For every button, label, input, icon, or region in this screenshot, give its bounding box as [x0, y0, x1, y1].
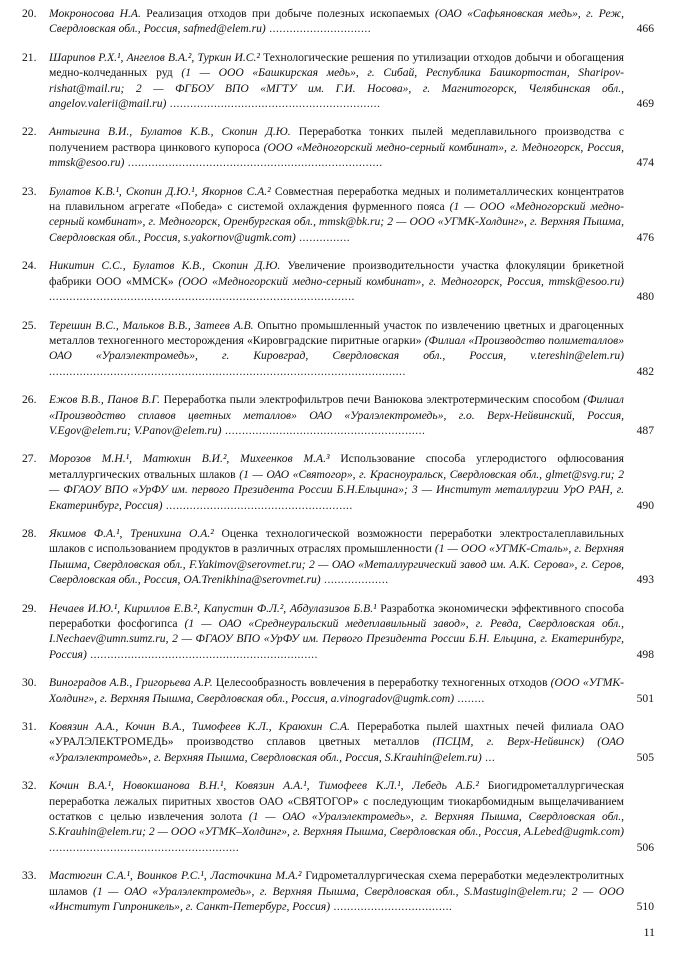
leader-dots: ...................................................................	[86, 647, 318, 661]
entry-page-number: 469	[636, 97, 654, 111]
entry-title: Технологические решения по утилизации отходов добычи и обогащения медно-колчеданных руд	[49, 50, 624, 80]
entry-authors: Ковязин А.А., Кочин В.А., Тимофеев К.Л., Краюхин С.А.	[49, 720, 350, 734]
entry-affiliation: (1 — ООО «Башкирская медь», г. Сибай, Республика Башкортостан, Sharipov-rishat@mail.ru; 2 — ФГБОУ ВПО «МГТУ им. Г.И. Носова», г. Магнитогорск, Челябинская обл., angelov.valerii@mail.ru)	[49, 66, 624, 111]
entry-authors: Терешин В.С., Мальков В.В., Затеев А.В.	[49, 318, 254, 332]
entry-affiliation: (ОАО «Сафьяновская медь», г. Реж, Свердловская обл., Россия, safmed@elem.ru)	[49, 7, 624, 36]
entry-authors: Виноградов А.В., Григорьева А.Р.	[49, 676, 213, 690]
entry-affiliation: (1 — ОАО «Святогор», г. Красноуральск, Свердловская обл., glmet@svg.ru; 2 — ФГАОУ ВПО «УрФУ им. первого Президента России Б.Н.Ельцина»; 3 — Институт металлургии УрО РАН, г. Екатеринбург, Россия)	[49, 467, 624, 512]
entry-number: 28.	[22, 526, 37, 540]
entry-page-number: 487	[636, 423, 654, 437]
entry-page-number: 493	[636, 573, 654, 587]
entry-page-number: 501	[636, 691, 654, 705]
entry-text	[49, 526, 624, 588]
entry-text	[49, 258, 624, 304]
entry-number: 31.	[22, 720, 37, 734]
entry-page-number: 498	[636, 647, 654, 661]
entry-affiliation: (ООО «Медногорский медно-серный комбинат», г. Медногорск, Россия, mmsk@esoo.ru)	[178, 274, 624, 288]
table-of-contents	[22, 6, 658, 928]
entry-number: 25.	[22, 318, 37, 332]
entry-text	[49, 675, 624, 706]
entry-affiliation: (1 — ООО «УГМК-Сталь», г. Верхняя Пышма, Свердловская обл., F.Yakimov@serovmet.ru; 2 — ОАО «Металлургический завод им. А.К. Серова», г. Серов, Свердловская обл., Россия, OA.Trenikhina@serovmet.ru)	[49, 542, 625, 587]
toc-entry[interactable]	[22, 124, 658, 170]
leader-dots: ........................................................	[49, 840, 240, 854]
leader-dots: ........	[454, 691, 485, 705]
entry-page-number: 474	[636, 156, 654, 170]
entry-page-number: 476	[636, 230, 654, 244]
entry-page-number: 506	[636, 840, 654, 854]
entry-affiliation: (ПСЦМ, г. Верх-Нейвинск) (ОАО «Уралэлектромедь», г. Верхняя Пышма, Свердловская обл., Россия, S.Krauhin@elem.ru)	[49, 735, 624, 764]
toc-entry[interactable]	[22, 451, 658, 513]
entry-authors: Антыгина В.И., Булатов К.В., Скопин Д.Ю.	[49, 125, 291, 139]
entry-page-number: 482	[636, 364, 654, 378]
entry-number: 30.	[22, 676, 37, 690]
toc-entry[interactable]	[22, 318, 658, 380]
entry-text	[49, 392, 624, 438]
entry-authors: Булатов К.В.¹, Скопин Д.Ю.¹, Якорнов С.А.²	[49, 184, 271, 198]
entry-authors: Шарипов Р.Х.¹, Ангелов В.А.², Туркин И.С.²	[49, 50, 260, 64]
entry-title: Увеличение производительности участка флокуляции брикетной фабрики ООО «ММСК»	[49, 259, 624, 288]
entry-page-number: 510	[636, 900, 654, 914]
entry-title: Переработка пылей шахтных печей филиала ОАО «УРАЛЭЛЕКТРОМЕДЬ» производство сплавов цветных металлов	[49, 720, 624, 749]
leader-dots: ...................	[320, 573, 389, 587]
entry-title: Совместная переработка медных и полиметаллических концентратов на плавильном агрегате «Победа» с системой охлаждения фурменного пояса	[49, 184, 624, 214]
entry-title: Переработка тонких пылей медеплавильного производства с получением раствора цинкового купороса	[49, 125, 624, 154]
entry-authors: Никитин С.С., Булатов К.В., Скопин Д.Ю.	[49, 259, 281, 273]
entry-text	[49, 318, 624, 380]
entry-number: 26.	[22, 393, 37, 407]
entry-number: 22.	[22, 125, 37, 139]
toc-entry[interactable]	[22, 868, 658, 914]
entry-page-number: 505	[636, 750, 654, 764]
entry-title: Гидрометаллургическая схема переработки медеэлектролитных шламов	[49, 869, 624, 898]
entry-text	[49, 719, 624, 765]
toc-entry[interactable]	[22, 526, 658, 588]
entry-text	[49, 184, 624, 246]
leader-dots: ..............................	[265, 22, 372, 36]
entry-authors: Кочин В.А.¹, Новокшанова В.Н.¹, Ковязин А.А.¹, Тимофеев К.Л.¹, Лебедь А.Б.²	[49, 779, 479, 793]
entry-page-number: 480	[636, 290, 654, 304]
entry-title: Целесообразность вовлечения в переработку техногенных отходов	[215, 676, 548, 690]
entry-affiliation: (ООО «УГМК-Холдинг», г. Верхняя Пышма, Свердловская обл., Россия, a.vinogradov@ugmk.com)	[49, 676, 624, 705]
toc-entry[interactable]	[22, 675, 658, 706]
leader-dots: ...........................................................	[221, 423, 426, 437]
entry-affiliation: (1 — ОАО «Уралэлектромедь», г. Верхняя Пышма, Свердловская обл., S.Mastugin@elem.ru; 2 — ООО «Институт Гипроникель», г. Санкт-Петербург, Россия)	[49, 884, 624, 914]
entry-text	[49, 778, 624, 855]
entry-title: Биогидрометаллургическая переработка лежалых пиритных хвостов ОАО «СВЯТОГОР» с последующим тиокарбомидным выщелачиванием остатков с целью извлечения золота	[49, 779, 624, 824]
entry-authors: Нечаев И.Ю.¹, Кириллов Е.В.², Капустин Ф.Л.², Абдулазизов Б.В.¹	[49, 601, 377, 615]
entry-affiliation: (Филиал «Производство полиметаллов» ОАО «Уралэлектромедь», г. Кировград, Свердловская обл., Россия, v.tereshin@elem.ru)	[49, 333, 625, 363]
entry-text	[49, 50, 624, 112]
entry-page-number: 490	[636, 498, 654, 512]
entry-affiliation: (1 — ОАО «Уралэлектромедь», г. Верхняя Пышма, Свердловская обл., S.Krauhin@elem.ru; 2 — ООО «УГМК–Холдинг», г. Верхняя Пышма, Свердловская обл., Россия, A.Lebed@ugmk.com)	[49, 810, 624, 839]
toc-entry[interactable]	[22, 601, 658, 663]
entry-authors: Якимов Ф.А.¹, Тренихина О.А.²	[49, 526, 214, 540]
entry-number: 24.	[22, 259, 37, 273]
entry-affiliation: (ООО «Медногорский медно-серный комбинат», г. Медногорск, Россия, mmsk@esoo.ru)	[49, 140, 624, 170]
entry-number: 21.	[22, 50, 37, 64]
entry-title: Реализация отходов при добыче полезных ископаемых	[146, 7, 430, 20]
toc-entry[interactable]	[22, 50, 658, 112]
entry-affiliation: (1 — ООО «Медногорский медно-серный комбинат», г. Медногорск, Оренбургская обл., mmsk@bk.ru; 2 — ООО «УГМК-Холдинг», г. Верхняя Пышма, Свердловская обл., Россия, s.yakornov@ugmk.com)	[49, 200, 624, 244]
entry-authors: Мастюгин С.А.¹, Воинков Р.С.¹, Ласточкина М.А.²	[49, 869, 302, 883]
entry-title: Использование способа углеродистого офлюсования металлургических отвальных шлаков	[49, 452, 624, 481]
page-number: 11	[643, 925, 655, 939]
leader-dots: ...................................	[330, 900, 453, 914]
entry-page-number: 466	[636, 22, 654, 36]
leader-dots: ..............................................................	[166, 97, 381, 111]
entry-authors: Мокроносова Н.А.	[49, 7, 141, 20]
leader-dots: .........................................................................................................	[49, 364, 406, 378]
entry-number: 23.	[22, 184, 37, 198]
entry-number: 29.	[22, 601, 37, 615]
entry-number: 33.	[22, 869, 37, 883]
entry-text	[49, 124, 624, 170]
entry-number: 20.	[22, 7, 37, 20]
toc-entry[interactable]	[22, 719, 658, 765]
entry-affiliation: (1 — ОАО «Среднеуральский медеплавильный завод», г. Ревда, Свердловская обл., I.Nechaev@umn.sumz.ru, 2 — ФГАОУ ВПО «УрФУ им. Первого Президента России Б.Н. Ельцина, г. Екатеринбург, Россия)	[49, 617, 624, 661]
entry-title: Переработка пыли электрофильтров печи Ванюкова электротермическим способом	[163, 393, 580, 407]
leader-dots: ...............	[295, 230, 351, 244]
toc-entry[interactable]	[22, 392, 658, 438]
entry-title: Оценка технологической возможности переработки электросталеплавильных шлаков с использованием продуктов в различных отраслях промышленности	[49, 526, 624, 556]
entry-title: Разработка экономически эффективного способа переработки фосфогипса	[49, 601, 624, 630]
entry-affiliation: (Филиал «Производство сплавов цветных металлов» ОАО «Уралэлектромедь», г.о. Верх-Нейвинский, Россия, V.Egov@elem.ru; V.Panov@elem.ru)	[49, 393, 624, 437]
toc-entry[interactable]	[22, 184, 658, 246]
entry-title: Опытно промышленный участок по извлечению цветных и драгоценных металлов техногенного месторождения «Кировградские пиритные огарки»	[49, 318, 624, 347]
entry-authors: Ежов В.В., Панов В.Г.	[49, 393, 161, 407]
leader-dots: .......................................................	[162, 498, 353, 512]
entry-text	[49, 6, 624, 37]
leader-dots: ...........................................................................	[124, 156, 383, 170]
entry-text	[49, 868, 624, 914]
leader-dots: ..........................................................................................	[49, 290, 355, 304]
entry-authors: Морозов М.Н.¹, Матюхин В.И.², Михеенков М.А.³	[49, 452, 330, 466]
toc-entry[interactable]	[22, 778, 658, 855]
entry-number: 32.	[22, 779, 37, 793]
toc-entry[interactable]	[22, 6, 658, 37]
leader-dots: ...	[481, 750, 496, 764]
entry-text	[49, 451, 624, 513]
entry-number: 27.	[22, 452, 37, 466]
toc-entry[interactable]	[22, 258, 658, 304]
entry-text	[49, 601, 624, 663]
